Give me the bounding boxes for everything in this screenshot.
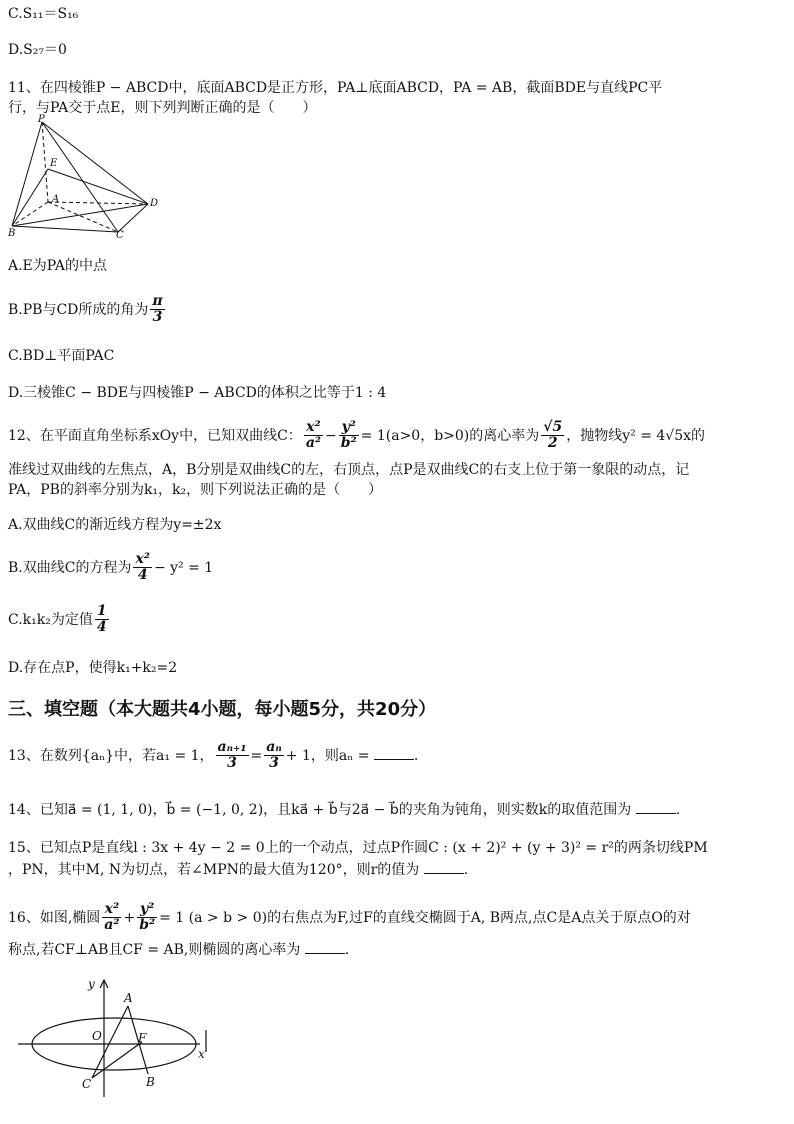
q12-stem-line1: 12、在平面直角坐标系xOy中，已知双曲线C： $\frac{\text{x²}}{\text{a²}}$ − $\frac{\text{y²}}{\text{b²}}$ = 1(a>0，b>0)的离心率为 $\frac{√5}{2}$ ，抛物线y² = 4√5x的: [8, 419, 706, 452]
label-b-ellipse: B: [146, 1075, 155, 1089]
q16-line2: 称点,若CF⊥AB且CF = AB,则椭圆的离心率为 .: [8, 942, 350, 958]
q11-option-a: A.E为PA的中点: [8, 258, 108, 274]
label-a-ellipse: A: [124, 991, 133, 1005]
label-b: B: [8, 228, 16, 239]
option-d-prev: D.S₂₇＝0: [8, 42, 67, 58]
label-a: A: [52, 194, 60, 205]
label-x: x: [198, 1047, 205, 1061]
q12-stem-line3: PA，PB的斜率分别为k₁，k₂，则下列说法正确的是（ ）: [8, 482, 383, 498]
label-c: C: [116, 230, 124, 239]
q11-option-c: C.BD⊥平面PAC: [8, 348, 115, 364]
q16-line1: 16、如图,椭圆 $\frac{\text{x²}}{\text{a²}}$ + $\frac{\text{y²}}{\text{b²}}$ = 1 (a > b > 0)的右焦点为F,过F的直线交椭圆于A, B两点,点C是A点关于原点O的对: [8, 901, 691, 934]
section-title: 三、填空题（本大题共4小题，每小题5分，共20分）: [8, 699, 437, 720]
label-y: y: [88, 977, 95, 991]
q15-answer-blank[interactable]: [424, 861, 464, 874]
label-p: P: [38, 114, 45, 125]
q12-option-d: D.存在点P，使得k₁+k₂=2: [8, 660, 178, 676]
q12-stem-line2: 准线过双曲线的左焦点，A，B分别是双曲线C的左，右顶点，点P是双曲线C的右支上位于第一象限的动点，记: [8, 462, 690, 478]
label-f: F: [138, 1031, 147, 1045]
q14-answer-blank[interactable]: [636, 801, 676, 814]
label-d: D: [150, 198, 159, 209]
q12-option-c: C.k₁k₂为定值 $\frac{1}{4}$: [8, 603, 107, 636]
q11-stem-line1: 11、在四棱锥P − ABCD中，底面ABCD是正方形，PA⊥底面ABCD，PA = AB，截面BDE与直线PC平: [8, 80, 663, 96]
q13-answer-blank[interactable]: [374, 747, 414, 760]
q16-answer-blank[interactable]: [305, 941, 345, 954]
q12-option-b: B.双曲线C的方程为 $\frac{\text{x²}}{4}$ − y² = 1: [8, 551, 214, 584]
q15-line2: ，PN，其中M, N为切点，若∠MPN的最大值为120°，则r的值为 .: [8, 862, 469, 878]
q11-option-b: B.PB与CD所成的角为 $\frac{\pi}{3}$: [8, 293, 163, 326]
q14: 14、已知a⃗ = (1, 1, 0)，b⃗ = (−1, 0, 2)，且ka⃗ + b⃗与2a⃗ − b⃗的夹角为钝角，则实数k的取值范围为 .: [8, 802, 681, 818]
label-e: E: [50, 158, 58, 169]
label-o: O: [92, 1029, 102, 1043]
q11-stem-line2: 行，与PA交于点E，则下列判断正确的是（ ）: [8, 100, 317, 116]
q15-line1: 15、已知点P是直线l : 3x + 4y − 2 = 0上的一个动点，过点P作圆C : (x + 2)² + (y + 3)² = r²的两条切线PM: [8, 840, 708, 856]
q12-option-a: A.双曲线C的渐近线方程为y=±2x: [8, 517, 222, 533]
q11-option-d: D.三棱锥C − BDE与四棱锥P − ABCD的体积之比等于1 : 4: [8, 385, 387, 401]
ellipse-figure: [10, 972, 220, 1102]
label-c-ellipse: C: [82, 1077, 92, 1091]
option-c-prev: C.S₁₁＝S₁₆: [8, 6, 79, 22]
q13: 13、在数列{aₙ}中，若a₁ = 1， $\frac{\text{aₙ₊₁}}{3}$ = $\frac{\text{aₙ}}{3}$ + 1，则aₙ = .: [8, 739, 419, 772]
pyramid-figure: [8, 114, 168, 239]
